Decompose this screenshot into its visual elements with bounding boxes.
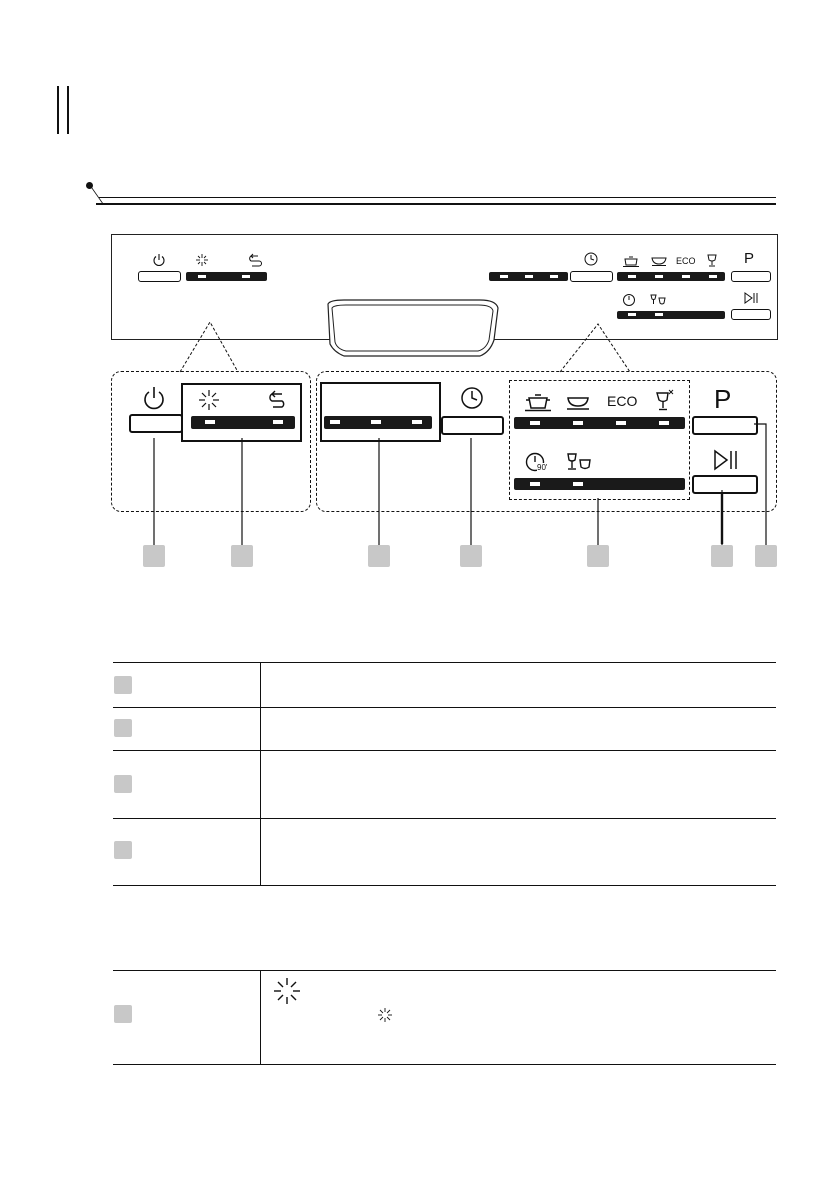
- callout-4: [460, 545, 482, 567]
- p-label-small: P: [744, 250, 755, 267]
- callout-1: [143, 545, 165, 567]
- callout-7: [755, 545, 777, 567]
- table-row-badge: [114, 775, 132, 793]
- eco-label-small: ECO: [676, 256, 696, 266]
- 90-min-label: 90': [537, 463, 548, 472]
- p-label: P: [714, 384, 732, 414]
- table-row-badge: [114, 1005, 132, 1023]
- callout-6: [711, 545, 733, 567]
- table-row-badge: [114, 719, 132, 737]
- rinse-aid-icon-inline: [378, 1008, 392, 1022]
- callout-2: [231, 545, 253, 567]
- rinse-aid-blinking-icon: [274, 978, 300, 1004]
- callout-3: [368, 545, 390, 567]
- table-row-badge: [114, 841, 132, 859]
- callout-5: [587, 545, 609, 567]
- table-row-badge: [114, 676, 132, 694]
- eco-label: ECO: [607, 393, 638, 409]
